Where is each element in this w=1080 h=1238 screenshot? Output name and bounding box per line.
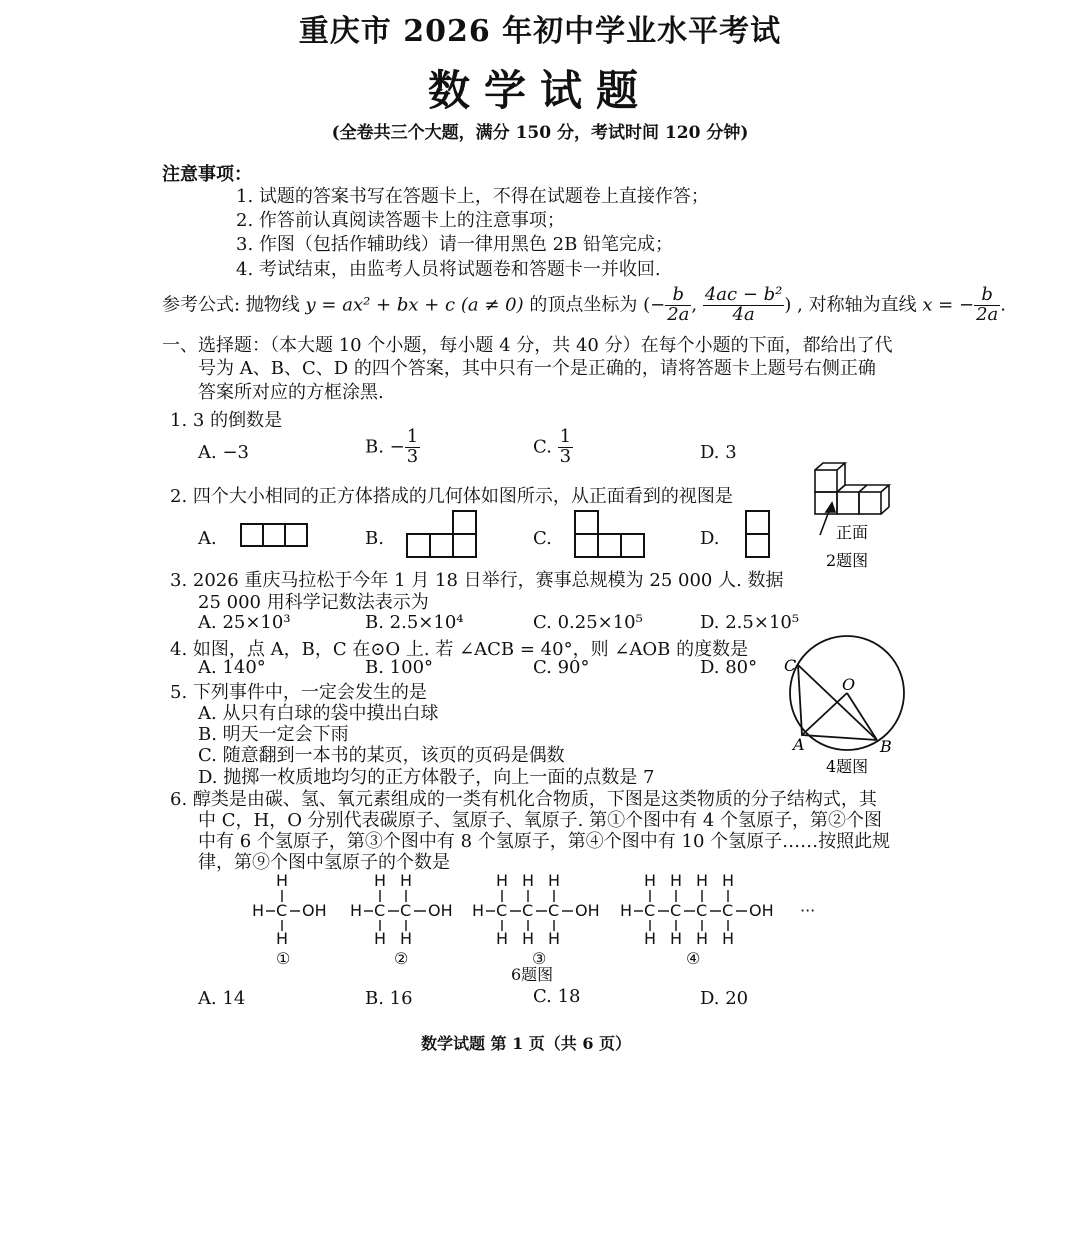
q2-front-label: 正面 — [836, 523, 869, 542]
q2-caption: 2题图 — [826, 551, 869, 570]
q3-option-d: D. 2.5×10⁵ — [700, 612, 800, 633]
q2-view-d — [746, 511, 769, 557]
formula-eq: y = ax² + bx + c (a ≠ 0) — [305, 294, 524, 316]
q6-line-2: 中 C，H，O 分别代表碳原子、氢原子、氧原子. 第①个图中有 4 个氢原子，第②个图 — [198, 810, 883, 831]
q6-caption: 6题图 — [511, 965, 554, 984]
q2-view-b — [407, 511, 476, 557]
svg-text:H: H — [620, 901, 633, 920]
svg-text:H: H — [548, 929, 561, 948]
q3-option-c: C. 0.25×10⁵ — [533, 612, 643, 633]
molecule-2-label: ② — [394, 949, 409, 968]
section1-line-3: 答案所对应的方框涂黑. — [198, 382, 384, 403]
q3-line-2: 25 000 用科学记数法表示为 — [198, 592, 429, 613]
formula-prefix: 参考公式: 抛物线 — [162, 294, 300, 316]
q4-point-c: C — [784, 656, 797, 675]
q2-option-b: B. — [365, 528, 384, 549]
svg-text:H: H — [472, 901, 485, 920]
svg-text:C: C — [400, 901, 412, 920]
notes-heading: 注意事项： — [162, 164, 252, 185]
svg-text:H: H — [276, 929, 289, 948]
svg-text:H: H — [374, 871, 387, 890]
svg-text:H: H — [548, 871, 561, 890]
svg-text:H: H — [522, 871, 535, 890]
molecule-3-label: ③ — [532, 949, 547, 968]
section1-line-1: 一、选择题：（本大题 10 个小题，每小题 4 分，共 40 分）在每个小题的下面，都给出了代 — [162, 335, 893, 356]
svg-text:C: C — [644, 901, 656, 920]
molecule-2 — [350, 871, 453, 948]
svg-text:OH: OH — [428, 901, 453, 920]
note-item-4: 4. 考试结束，由监考人员将试题卷和答题卡一并收回. — [236, 259, 661, 280]
molecule-1 — [252, 871, 327, 948]
formula-mid: 的顶点坐标为 — [529, 294, 638, 316]
q2-view-a — [241, 524, 307, 546]
q2-stem: 2. 四个大小相同的正方体搭成的几何体如图所示，从正面看到的视图是 — [170, 486, 733, 507]
svg-text:C: C — [522, 901, 534, 920]
svg-text:H: H — [496, 871, 509, 890]
q5-option-b: B. 明天一定会下雨 — [198, 724, 349, 745]
svg-text:H: H — [522, 929, 535, 948]
q3-option-b: B. 2.5×10⁴ — [365, 612, 464, 633]
q5-option-c: C. 随意翻到一本书的某页，该页的页码是偶数 — [198, 745, 565, 766]
svg-text:H: H — [400, 871, 413, 890]
svg-text:H: H — [252, 901, 265, 920]
q2-option-d: D. — [700, 528, 720, 549]
q6-line-3: 中有 6 个氢原子，第③个图中有 8 个氢原子，第④个图中有 10 个氢原子……按照此规 — [198, 831, 891, 852]
svg-text:C: C — [722, 901, 734, 920]
note-item-1: 1. 试题的答案书写在答题卡上，不得在试题卷上直接作答； — [236, 186, 709, 207]
q2-view-c — [575, 511, 644, 557]
q2-option-a: A. — [198, 528, 217, 549]
vertex-y-fraction: $\frac{\text{4ac − b²}}{4a}$ — [704, 284, 783, 325]
axis-eq: x = − — [922, 294, 975, 316]
q4-stem: 4. 如图，点 A，B，C 在⊙O 上. 若 ∠ACB = 40°，则 ∠AOB 的度数是 — [170, 639, 749, 660]
svg-text:H: H — [374, 929, 387, 948]
svg-text:H: H — [670, 871, 683, 890]
molecule-ellipsis: ··· — [800, 901, 816, 920]
exam-subtitle: (全卷共三个大题，满分 150 分，考试时间 120 分钟) — [331, 123, 749, 143]
svg-text:H: H — [276, 871, 289, 890]
svg-text:OH: OH — [749, 901, 774, 920]
svg-text:H: H — [644, 929, 657, 948]
q6-line-4: 律，第⑨个图中氢原子的个数是 — [198, 852, 450, 873]
subject-title: 数学试题 — [427, 66, 652, 115]
q6-option-d: D. 20 — [700, 988, 749, 1009]
reference-formula: 参考公式: 抛物线 y = ax² + bx + c (a ≠ 0) 的顶点坐标为 (− $\frac{b}{2a}$ , $\frac{\text{4ac − b²}}{4a}$ ) , 对称轴为直线 x = − $\frac{b}{2a}$ . — [162, 284, 1006, 325]
q6-option-a: A. 14 — [198, 988, 246, 1009]
q6-line-1: 6. 醇类是由碳、氢、氧元素组成的一类有机化合物质，下图是这类物质的分子结构式，其 — [170, 789, 877, 810]
formula-axis: , 对称轴为直线 — [797, 294, 917, 316]
q4-caption: 4题图 — [826, 757, 869, 776]
q4-option-d: D. 80° — [700, 657, 758, 678]
q4-option-a: A. 140° — [198, 657, 266, 678]
svg-text:OH: OH — [302, 901, 327, 920]
q1-option-a: A. −3 — [198, 442, 249, 463]
vertex-x-fraction: $\frac{b}{2a}$ — [667, 284, 690, 325]
q4-option-b: B. 100° — [365, 657, 434, 678]
svg-text:H: H — [644, 871, 657, 890]
svg-text:C: C — [548, 901, 560, 920]
svg-text:H: H — [400, 929, 413, 948]
q1-stem: 1. 3 的倒数是 — [170, 410, 283, 431]
q4-point-a: A — [793, 735, 805, 754]
svg-text:OH: OH — [575, 901, 600, 920]
q5-stem: 5. 下列事件中，一定会发生的是 — [170, 682, 427, 703]
svg-text:H: H — [722, 929, 735, 948]
svg-text:C: C — [696, 901, 708, 920]
page-footer: 数学试题 第 1 页（共 6 页） — [420, 1034, 632, 1053]
svg-text:H: H — [696, 871, 709, 890]
molecule-4-label: ④ — [686, 949, 701, 968]
q6-option-b: B. 16 — [365, 988, 413, 1009]
svg-text:H: H — [496, 929, 509, 948]
axis-fraction: $\frac{b}{2a}$ — [976, 284, 999, 325]
note-item-2: 2. 作答前认真阅读答题卡上的注意事项； — [236, 210, 565, 231]
svg-text:H: H — [696, 929, 709, 948]
q4-point-b: B — [880, 737, 892, 756]
q1-option-c: C. $\frac{1}{3}$ — [533, 426, 572, 467]
note-item-3: 3. 作图（包括作辅助线）请一律用黑色 2B 铅笔完成； — [236, 234, 674, 255]
molecule-4 — [620, 871, 774, 948]
q1-option-b: B. − $\frac{1}{3}$ — [365, 426, 419, 467]
svg-text:C: C — [276, 901, 288, 920]
molecule-1-label: ① — [276, 949, 291, 968]
svg-text:C: C — [374, 901, 386, 920]
q4-point-o: O — [842, 675, 856, 694]
exam-title: 重庆市 2026 年初中学业水平考试 — [298, 14, 782, 49]
svg-text:H: H — [670, 929, 683, 948]
q5-option-d: D. 抛掷一枚质地均匀的正方体骰子，向上一面的点数是 7 — [198, 767, 655, 788]
q4-option-c: C. 90° — [533, 657, 590, 678]
svg-text:C: C — [670, 901, 682, 920]
q5-option-a: A. 从只有白球的袋中摸出白球 — [198, 703, 439, 724]
svg-text:H: H — [350, 901, 363, 920]
svg-text:C: C — [496, 901, 508, 920]
q6-option-c: C. 18 — [533, 986, 581, 1007]
section1-line-2: 号为 A、B、C、D 的四个答案，其中只有一个是正确的，请将答题卡上题号右侧正确 — [198, 358, 876, 379]
q2-option-c: C. — [533, 528, 552, 549]
q3-option-a: A. 25×10³ — [198, 612, 291, 633]
q3-line-1: 3. 2026 重庆马拉松于今年 1 月 18 日举行，赛事总规模为 25 000 人. 数据 — [170, 570, 784, 591]
molecule-3 — [472, 871, 600, 948]
svg-text:H: H — [722, 871, 735, 890]
q1-option-d: D. 3 — [700, 442, 737, 463]
